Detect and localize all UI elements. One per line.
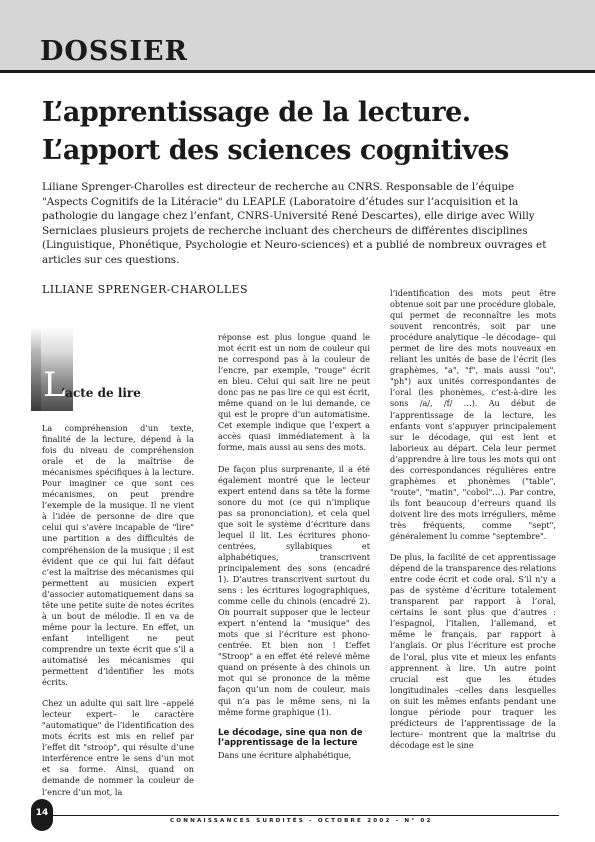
page-number: 14 [35, 808, 49, 818]
paragraph: réponse est plus longue quand le mot écrit est un nom de couleur qui ne correspond pas à la couleur de l’encre, par exemple, "rouge" écrit en bleu. Celui qui sait lire ne peut donc pas ne pas lire ce qui est écrit, même quand on le lui demande, ce qui est le propre d’un automatisme. Cet exemple indique que l’expert a accès quasi immédiatement à la forme, mais aussi au sens des mots. [218, 332, 370, 453]
paragraph: De façon plus surprenante, il a été également montré que le lecteur expert entend dans sa tête la forme sonore du mot (ce qui n’implique pas sa prononciation), et cela quel que soit le système d’écriture dans lequel il lit. Les écritures phono-centrées, syllabiques et alphabétiques, transcrivent principalement des sons (encadré 1). D’autres transcrivent surtout du sens : les écritures logographiques, comme celle du chinois (encadré 2). On pourrait supposer que le lecteur expert n’entend la "musique" des mots que si l’écriture est phono-centrée. Et bien non ! L’effet "Stroop" a en effet été relevé même quand on présente à des chinois un mot qui se prononce de la même façon qu’un nom de couleur, mais qui n’a pas le même sens, ni la même forme graphique (1). [218, 463, 370, 717]
section-label: DOSSIER [40, 36, 188, 67]
article-title-line-2: L’apport des sciences cognitives [42, 135, 509, 166]
footer-divider [44, 815, 559, 816]
publication-footer: CONNAISSANCES SURDITÉS - OCTOBRE 2002 - N° 02 [170, 818, 433, 824]
article-title-line-1: L’apprentissage de la lecture. [42, 97, 471, 128]
article-author: LILIANE SPRENGER-CHAROLLES [42, 283, 248, 296]
subheading: Le décodage, sine qua non de l’apprentissage de la lecture [218, 727, 363, 749]
text-column-2 [218, 332, 370, 771]
header-divider [0, 70, 595, 73]
text-column-3 [390, 288, 556, 761]
dropcap-letter: L [43, 365, 66, 405]
text-column-1 [42, 423, 194, 808]
paragraph: La compréhension d’un texte, finalité de la lecture, dépend à la fois du niveau de compréhension orale et de la maîtrise de mécanismes spécifiques à la lecture. Pour imaginer ce que sont ces mécanismes, on peut prendre l’exemple de la musique. Il ne vient à l’idée de personne de dire que celui qui s’avère incapable de "lire" une partition a des difficultés de compréhension de la musique ; il est évident que ce qui lui fait défaut c’est la maîtrise des mécanismes qui permettent au musicien expert d’associer automatiquement dans sa tête une petite suite de notes écrites à un bout de mélodie. Il en va de même pour la lecture. En effet, un enfant intelligent ne peut comprendre un texte écrit que s’il a automatisé les mécanismes qui permettent d’identifier les mots écrits. [42, 423, 194, 688]
article-title [42, 94, 562, 170]
article-intro: Liliane Sprenger-Charolles est directeur de recherche au CNRS. Responsable de l’équipe "Aspects Cognitifs de la Litéracie" du LEAPLE (Laboratoire d’études sur l’acquisition et la pathologie du langage chez l’enfant, CNRS-Université René Descartes), elle dirige avec Willy Serniclaes plusieurs projets de recherche incluant des chercheurs de différentes disciplines (Linguistique, Phonétique, Psychologie et Neuro-sciences) et a publié de nombreux ouvrages et articles sur ces questions. [42, 181, 547, 266]
paragraph: Chez un adulte qui sait lire –appelé lecteur expert– le caractère "automatique" de l’identification des mots écrits est mis en relief par l’effet dit "stroop", qui résulte d’une interférence entre le sens d’un mot et sa forme. Ainsi, quand on demande de nommer la couleur de l’encre d’un mot, la [42, 698, 194, 797]
section-heading: ’acte de lire [61, 386, 141, 400]
paragraph: De plus, la facilité de cet apprentissage dépend de la transparence des relations entre code écrit et code oral. S’il n’y a pas de système d’écriture totalement transparent par rapport à l’oral, certains le sont plus que d’autres : l’espagnol, l’italien, l’allemand, et même le français, par rapport à l’anglais. Or plus l’écriture est proche de l’oral, plus vite et mieux les enfants apprennent à lire. Un autre point crucial est que les études longitudinales –celles dans lesquelles on suit les mêmes enfants pendant une longue période pour traquer les prédicteurs de l’apprentissage de la lecture– montrent que la maîtrise du décodage est le sine [390, 552, 557, 750]
paragraph: l’identification des mots peut être obtenue soit par une procédure globale, qui permet de reconnaître les mots souvent rencontrés, soit par une procédure analytique –le décodage– qui permet de lire des mots nouveaux en reliant les unités de base de l’écrit (les graphèmes, "a", "f", mais aussi "ou", "ph") aux unités correspondantes de l’oral (les phonèmes, c’est-à-dire les sons /a/, /f/ …). Au début de l’apprentissage de la lecture, les enfants vont s’appuyer principalement sur le décodage, qui est lent et laborieux au départ. Cela leur permet d’apprendre à lire tous les mots qui ont des correspondances régulières entre graphèmes et phonèmes ("table", "route", "matin", "cobol"…). Par contre, ils font beaucoup d’erreurs quand ils doivent lire des mots irréguliers, même très fréquents, comme "sept", généralement lu comme "septembre". [390, 288, 556, 542]
paragraph: Dans une écriture alphabétique, [218, 749, 352, 760]
dropcap-gradient-bar [31, 327, 41, 411]
